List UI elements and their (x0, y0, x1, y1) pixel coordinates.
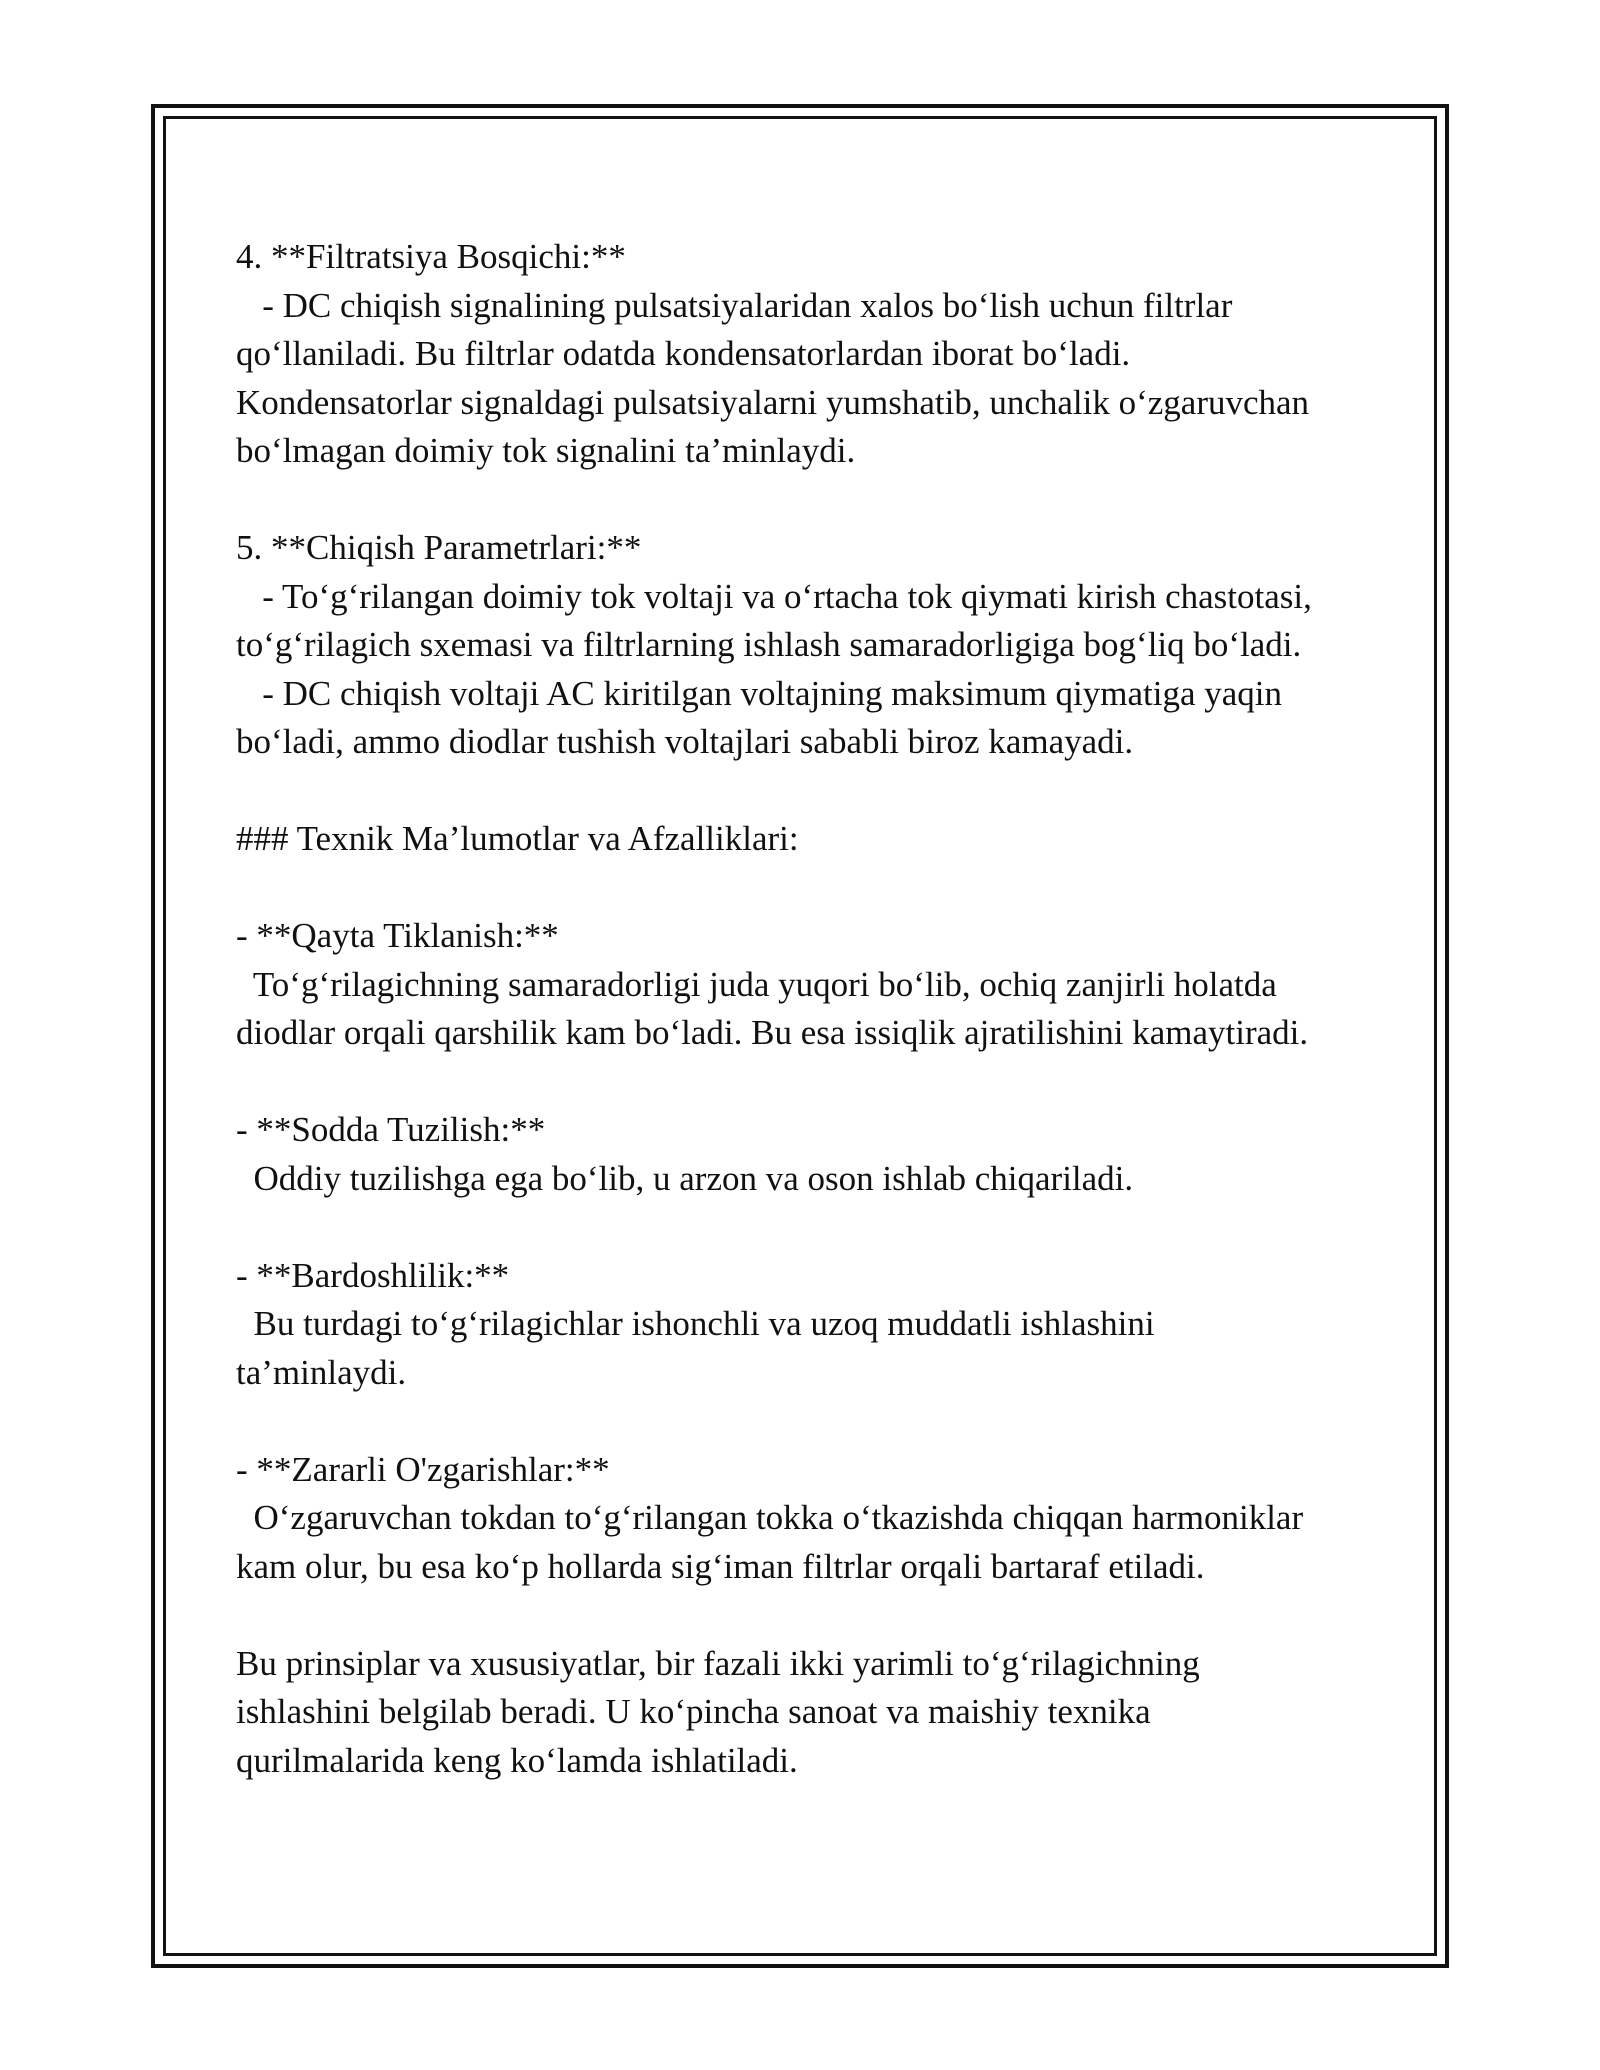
text-line: Bu prinsiplar va xususiyatlar, bir fazali ikki yarimli to‘g‘rilagichning (236, 1643, 1200, 1683)
text-line: bo‘lmagan doimiy tok signalini ta’minlaydi. (236, 431, 856, 470)
item-sodda-tuzilish (236, 1106, 1386, 1203)
paragraph-gap (236, 1203, 1386, 1252)
item-heading: - **Qayta Tiklanish:** (236, 916, 559, 955)
text-line: Kondensatorlar signaldagi pulsatsiyalarni yumshatib, unchalik o‘zgaruvchan (236, 382, 1310, 422)
item-heading: - **Zararli O'zgarishlar:** (236, 1449, 610, 1489)
paragraph-gap (236, 1058, 1386, 1107)
paragraph-gap (236, 476, 1386, 525)
item-qayta-tiklanish (236, 912, 1386, 1058)
text-line: diodlar orqali qarshilik kam bo‘ladi. Bu esa issiqlik ajratilishini kamaytiradi. (236, 1013, 1309, 1052)
text-line: To‘g‘rilagichning samaradorligi juda yuqori bo‘lib, ochiq zanjirli holatda (236, 964, 1277, 1004)
paragraph-gap (236, 767, 1386, 816)
text-line: qo‘llaniladi. Bu filtrlar odatda kondensatorlardan iborat bo‘ladi. (236, 334, 1131, 373)
text-line: - DC chiqish signalining pulsatsiyalaridan xalos bo‘lish uchun filtrlar (236, 285, 1233, 325)
section-texnik-malumotlar (236, 815, 1386, 864)
section-filtratsiya (236, 233, 1386, 476)
text-line: O‘zgaruvchan tokdan to‘g‘rilangan tokka o‘tkazishda chiqqan harmoniklar (236, 1498, 1304, 1537)
text-line: Bu turdagi to‘g‘rilagichlar ishonchli va uzoq muddatli ishlashini (236, 1304, 1155, 1343)
text-line: Oddiy tuzilishga ega bo‘lib, u arzon va oson ishlab chiqariladi. (236, 1158, 1134, 1198)
section-heading: 4. **Filtratsiya Bosqichi:** (236, 237, 626, 276)
document-body (236, 233, 1386, 1785)
text-line: - DC chiqish voltaji AC kiritilgan voltajning maksimum qiymatiga yaqin (236, 673, 1283, 713)
paragraph-gap (236, 1397, 1386, 1446)
text-line: ishlashini belgilab beradi. U ko‘pincha sanoat va maishiy texnika (236, 1692, 1151, 1731)
text-line: ta’minlaydi. (236, 1352, 407, 1392)
item-heading: - **Bardoshlilik:** (236, 1255, 510, 1295)
paragraph-gap (236, 1591, 1386, 1640)
text-line: qurilmalarida keng ko‘lamda ishlatiladi. (236, 1740, 798, 1780)
item-zararli-ozgarishlar (236, 1446, 1386, 1592)
text-line: to‘g‘rilagich sxemasi va filtrlarning ishlash samaradorligiga bog‘liq bo‘ladi. (236, 625, 1302, 664)
section-chiqish-parametrlari (236, 524, 1386, 767)
item-heading: - **Sodda Tuzilish:** (236, 1110, 546, 1149)
section-heading: 5. **Chiqish Parametrlari:** (236, 528, 642, 567)
text-line: kam olur, bu esa ko‘p hollarda sig‘iman filtrlar orqali bartaraf etiladi. (236, 1546, 1205, 1586)
section-heading: ### Texnik Ma’lumotlar va Afzalliklari: (236, 819, 799, 858)
text-line: - To‘g‘rilangan doimiy tok voltaji va o‘rtacha tok qiymati kirish chastotasi, (236, 576, 1312, 616)
paragraph-gap (236, 864, 1386, 913)
item-bardoshlilik (236, 1252, 1386, 1398)
conclusion-paragraph (236, 1640, 1386, 1786)
text-line: bo‘ladi, ammo diodlar tushish voltajlari sababli biroz kamayadi. (236, 722, 1134, 761)
